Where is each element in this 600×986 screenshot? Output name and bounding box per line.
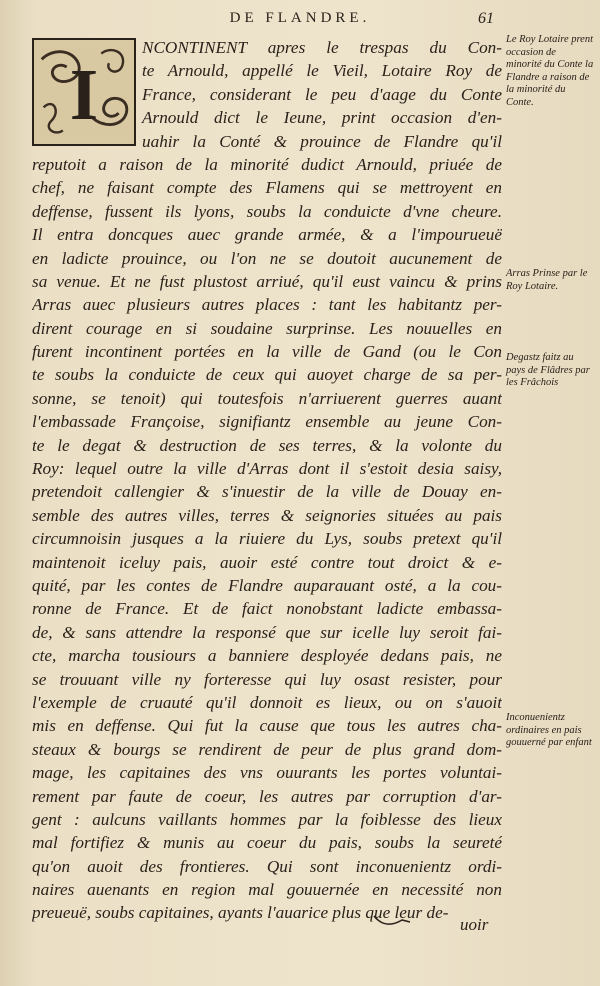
text-line: uahir la Conté & prouince de Flandre qu'il	[142, 131, 502, 151]
margin-note: Arras Prinse par le Roy Lotaire.	[506, 268, 588, 292]
margin-note: Degastz faitz au pays de Flâdres par les Frâchois	[506, 352, 590, 388]
text-line: rement par faute de coeur, les autres par corruption d'ar-	[32, 786, 502, 806]
flourish-icon	[372, 912, 412, 926]
text-line: gent : aulcuns vaillants hommes par la foiblesse des lieux	[32, 809, 502, 829]
margin-note: Le Roy Lotaire prent occasion de minorité du Conte la Flandre a raison de la minorité du Conte.	[506, 34, 594, 108]
margin-note: Inconuenientz ordinaires en pais gouuerné par enfant	[506, 712, 592, 748]
text-line: naires auenants en region mal gouuernée en necessité non	[32, 880, 502, 900]
catchword: uoir	[460, 915, 489, 934]
text-line: circumnoisin jusques a la riuiere du Lys, soubs pretext qu'il	[32, 529, 502, 549]
text-line: preueuë, soubs capitaines, ayants l'auarice plus que leur de-	[32, 903, 449, 923]
text-line: sa venue. Et ne fust plustost arriué, qu'il eust vaincu & prins	[32, 271, 502, 291]
text-line: l'exemple de cruauté qu'il donnoit es lieux, ou on s'auoit	[32, 692, 502, 712]
text-line: semble des autres villes, terres & seignories situées au pais	[32, 505, 502, 525]
text-line: te le degat & destruction de ses terres, & la volonte du	[32, 435, 502, 455]
text-line: cte, marcha tousiours a banniere desployée dedans pais, ne	[32, 646, 502, 666]
text-line: mis en deffense. Qui fut la cause que tous les autres cha-	[32, 716, 502, 736]
text-line: maintenoit iceluy pais, auoir esté contre tout droict & e-	[32, 552, 502, 572]
text-line: mage, les capitaines des vns ouurants les portes voluntai-	[32, 763, 502, 783]
text-line: NCONTINENT apres le trespas du Con-	[142, 38, 502, 57]
text-line: pretendoit callengier & s'inuestir de la ville de Douay en-	[32, 482, 502, 502]
text-line: ronne de France. Et de faict nonobstant ladicte embassa-	[32, 599, 502, 619]
text-line: qu'on auoit des frontieres. Qui sont inconuenientz ordi-	[32, 856, 502, 876]
text-line: chef, ne faisant compte des Flamens qui se mettroyent en	[32, 178, 502, 198]
text-line: te soubs la conduicte de ceux qui auoyet charge de sa per-	[32, 365, 502, 385]
text-line: deffense, fussent ils lyons, soubs la conduicte d'vne cheure.	[32, 201, 502, 221]
text-line: reputoit a raison de la minorité dudict Arnould, priuée de	[32, 154, 502, 174]
body-text	[32, 36, 502, 925]
text-line: France, considerant le peu d'aage du Conte	[142, 84, 502, 104]
text-line: steaux & bourgs se rendirent de peur de plus grand dom-	[32, 739, 502, 759]
text-line: de, & sans attendre la responsé que sur icelle luy seroit fai-	[32, 622, 502, 642]
text-line: Arras auec plusieurs autres places : tant les habitantz per-	[32, 295, 502, 315]
text-line: l'embassade Françoise, signifiantz ensemble au jeune Con-	[32, 412, 502, 432]
text-line: mal fortifiez & munis au coeur du pais, soubs la seureté	[32, 833, 502, 853]
text-line: furent incontinent portées en la ville de Gand (ou le Con	[32, 342, 502, 362]
running-head: DE FLANDRE.	[229, 10, 371, 26]
text-line: se trouuant ville ny forteresse qui luy osast resister, pour	[32, 669, 502, 689]
text-line: quité, par les contes de Flandre auparauant osté, a la cou-	[32, 575, 502, 595]
text-line: Il entra doncques auec grande armée, & a l'impourueuë	[32, 225, 502, 245]
page-number: 61	[478, 10, 494, 27]
text-line: Arnould dict le Ieune, print occasion d'en-	[142, 108, 502, 128]
text-line: sonne, se tenoit) qui toutesfois n'arriuerent guerres auant	[32, 388, 502, 408]
text-line: en ladicte prouince, ou l'on ne se doutoit aucunement de	[32, 248, 502, 268]
initial-letter: I	[69, 53, 99, 135]
text-line: Roy: lequel outre la ville d'Arras dont il s'estoit desia saisy,	[32, 459, 502, 479]
text-line: te Arnould, appellé le Vieil, Lotaire Roy de	[142, 61, 502, 81]
text-line: dirent courage en si soudaine surprinse. Les nouuelles en	[32, 318, 502, 338]
